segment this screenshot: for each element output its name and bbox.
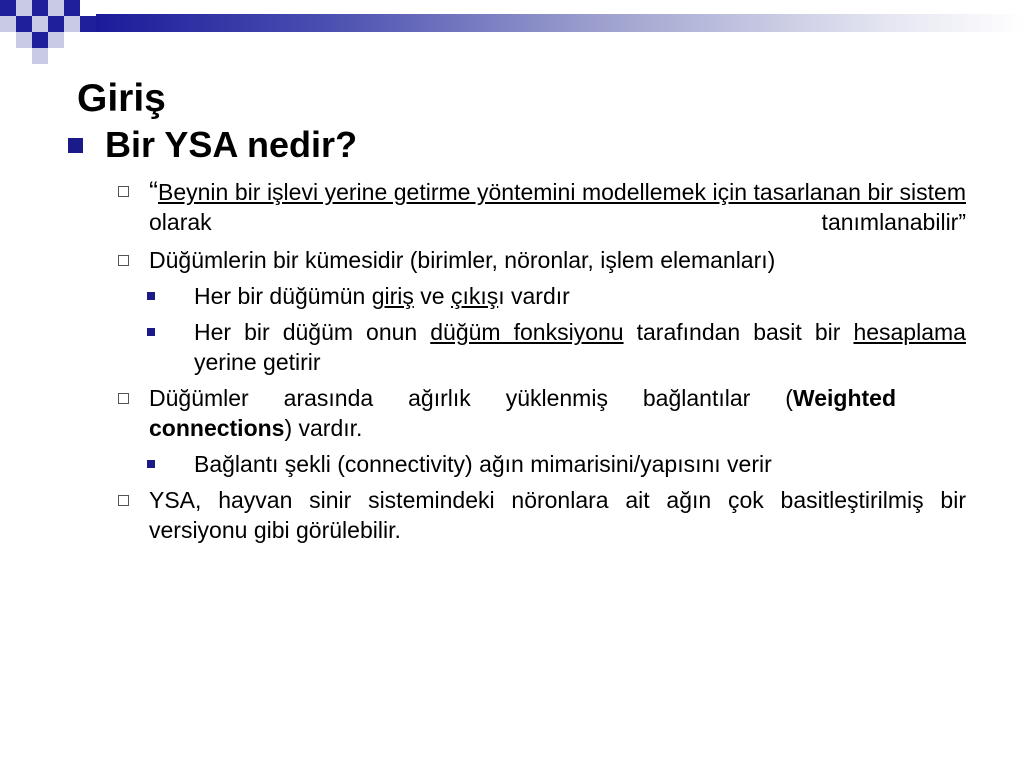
header-square [64, 16, 80, 32]
item-text: ) vardır. [284, 415, 363, 441]
header-square [32, 32, 48, 48]
header-square [48, 0, 64, 16]
header-square [32, 0, 48, 16]
underlined-text: giriş [371, 283, 414, 309]
hollow-square-bullet-icon [118, 255, 129, 266]
list-item [155, 449, 966, 479]
item-text: Her bir düğümün [194, 283, 372, 309]
header-square [64, 0, 80, 16]
header-square [32, 16, 48, 32]
header-square [0, 0, 16, 16]
header-square [48, 32, 64, 48]
underlined-text: çıkış [450, 283, 499, 309]
hollow-square-bullet-icon [118, 495, 129, 506]
square-bullet-icon [68, 138, 83, 153]
hollow-square-bullet-icon [118, 186, 129, 197]
open-quote: “ [149, 176, 158, 206]
slide-title: Giriş [77, 77, 166, 120]
filled-square-bullet-icon [147, 292, 155, 300]
underlined-text: hesaplama [853, 319, 966, 345]
underlined-text: Beynin bir işlevi yerine getirme yöntemini modellemek için tasarlanan bir sistem [158, 179, 966, 205]
item-text: YSA, hayvan sinir sistemindeki nöronlara ait ağın çok basitleştirilmiş bir versiyonu gibi görülebilir. [149, 487, 966, 543]
filled-square-bullet-icon [147, 460, 155, 468]
item-text: Bağlantı şekli (connectivity) ağın mimarisini/yapısını verir [194, 451, 772, 477]
header-square [80, 16, 96, 32]
list-item [110, 383, 966, 443]
item-text: olarak tanımlanabilir” [149, 209, 966, 235]
hollow-square-bullet-icon [118, 393, 129, 404]
item-text: ve [413, 283, 451, 309]
item-text: Düğümler arasında ağırlık yüklenmiş bağlantılar ( [149, 385, 793, 411]
heading-text: Bir YSA nedir? [105, 124, 358, 165]
header-square [16, 0, 32, 16]
list-item [110, 485, 966, 545]
header-square [0, 16, 16, 32]
list-item [110, 176, 966, 237]
filled-square-bullet-icon [147, 328, 155, 336]
list-item [110, 245, 966, 275]
item-text: tarafından basit bir [623, 319, 854, 345]
underlined-text: düğüm fonksiyonu [430, 319, 624, 345]
bullet-list [110, 176, 966, 551]
header-gradient-bar [96, 14, 1024, 32]
item-text: yerine getirir [194, 349, 321, 375]
header-square [48, 16, 64, 32]
item-text: Düğümlerin bir kümesidir (birimler, nöronlar, işlem elemanları) [149, 247, 776, 273]
item-text: ı vardır [498, 283, 570, 309]
header-square [16, 32, 32, 48]
bold-text: Weighted connections [149, 385, 896, 441]
header-square [16, 16, 32, 32]
item-text: Her bir düğüm onun [194, 319, 431, 345]
list-item [155, 317, 966, 377]
header-square [32, 48, 48, 64]
list-item [155, 281, 966, 311]
